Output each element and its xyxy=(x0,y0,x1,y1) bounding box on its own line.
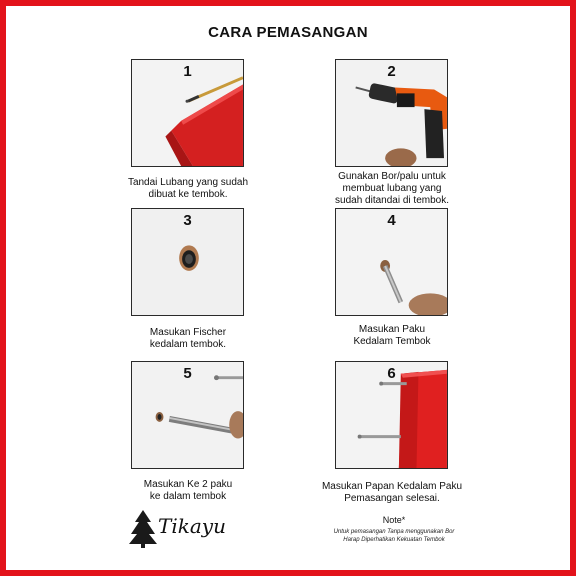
step-2-caption-line: Gunakan Bor/palu untuk xyxy=(338,171,446,182)
step-1-number: 1 xyxy=(183,63,192,80)
step-6-caption xyxy=(292,481,492,505)
step-1-photo xyxy=(131,59,244,167)
step-5-photo xyxy=(131,361,244,469)
step-1-caption-line: Tandai Lubang yang sudah xyxy=(127,177,249,188)
step-4-number: 4 xyxy=(387,212,396,229)
brand-name: Tikayu xyxy=(158,514,226,538)
note-title: Note* xyxy=(382,515,406,525)
step-6-photo xyxy=(335,361,448,469)
step-5-caption-line: ke dalam tembok xyxy=(149,491,227,502)
step-4-caption-line: Kedalam Tembok xyxy=(353,336,431,347)
step-5-caption-line: Masukan Ke 2 paku xyxy=(143,479,233,490)
step-4-photo xyxy=(335,208,448,316)
step-3-photo xyxy=(131,208,244,316)
step-3-number: 3 xyxy=(183,212,192,229)
step-6-caption-line: Masukan Papan Kedalam Paku xyxy=(321,481,463,492)
tree-logo-icon xyxy=(128,508,158,548)
step-6-caption-line: Pemasangan selesai. xyxy=(344,493,440,504)
step-2-caption-line: membuat lubang yang xyxy=(342,183,442,194)
step-3-caption xyxy=(88,327,288,351)
step-5-caption xyxy=(88,479,288,503)
step-2-number: 2 xyxy=(387,63,396,80)
note-line: Untuk pemasangan Tanpa menggunakan Bor xyxy=(333,529,455,535)
step-6-number: 6 xyxy=(387,365,396,382)
step-4-caption-line: Masukan Paku xyxy=(358,324,426,335)
step-3-caption-line: kedalam tembok. xyxy=(149,339,227,350)
step-4-caption xyxy=(292,324,492,348)
step-5-number: 5 xyxy=(183,365,192,382)
step-2-photo xyxy=(335,59,448,167)
step-2-caption xyxy=(292,171,492,207)
note-line: Harap Diperhatikan Kekuatan Tembok xyxy=(343,537,445,543)
step-3-caption-line: Masukan Fischer xyxy=(149,327,227,338)
step-1-caption-line: dibuat ke tembok. xyxy=(148,189,228,200)
step-1-caption xyxy=(88,177,288,201)
page-title: CARA PEMASANGAN xyxy=(208,24,368,41)
step-2-caption-line: sudah ditandai di tembok. xyxy=(335,195,449,206)
